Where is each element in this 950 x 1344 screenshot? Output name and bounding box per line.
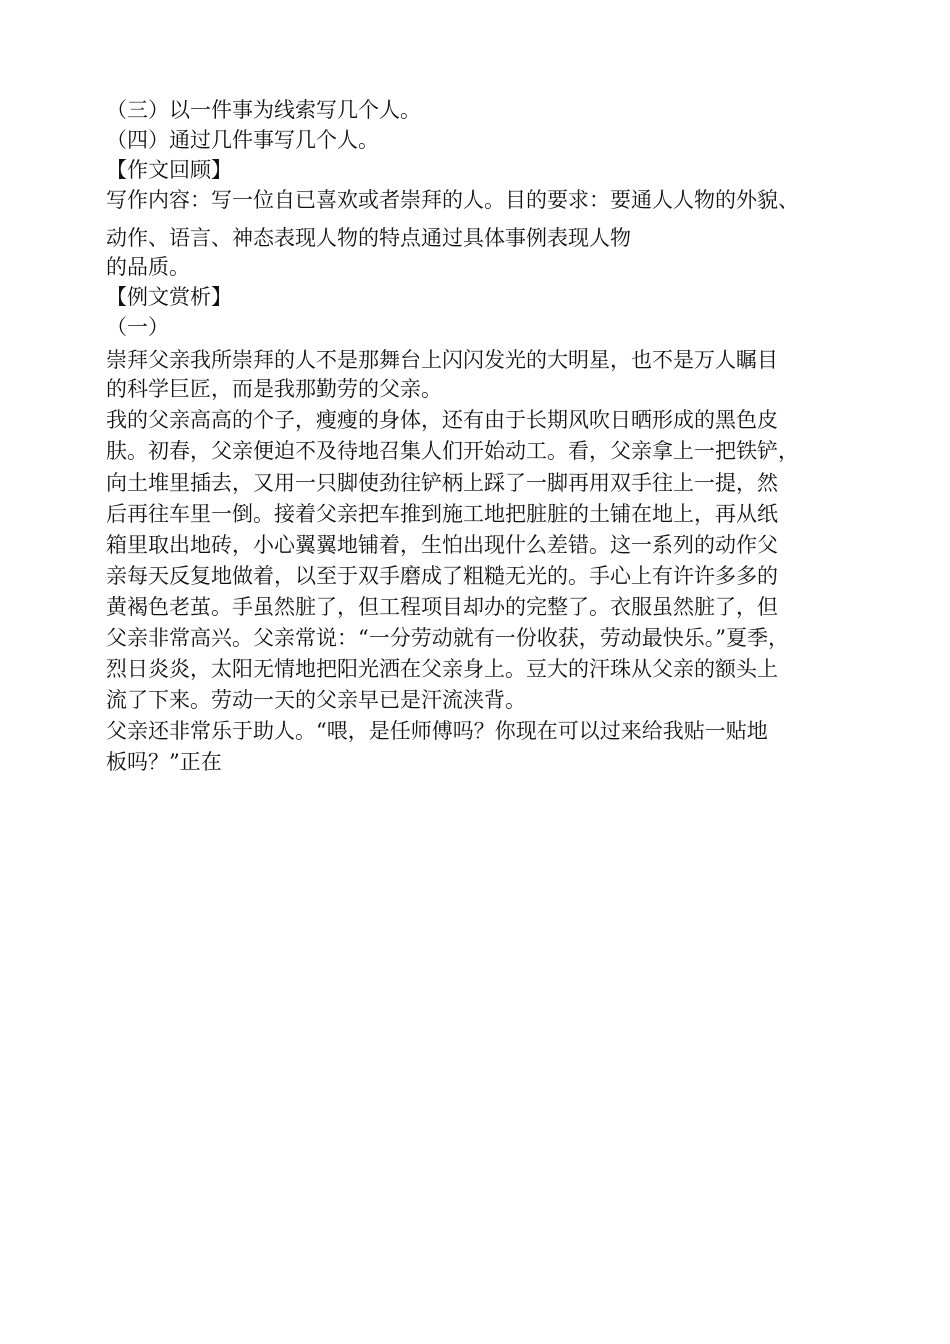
paragraph-line: 肤。初春，父亲便迫不及待地召集人们开始动工。看，父亲拿上一把铁铲，: [106, 439, 799, 463]
text-line-heading-four: （四）通过几件事写几个人。: [106, 128, 379, 152]
paragraph-line: 亲每天反复地做着，以至于双手磨成了粗糙无光的。手心上有许许多多的: [106, 564, 778, 588]
paragraph-line: 后再往车里一倒。接着父亲把车推到施工地把脏脏的土铺在地上，再从纸: [106, 502, 778, 526]
section-title-review: 【作文回顾】: [106, 158, 232, 182]
paragraph-line: 流了下来。劳动一天的父亲早已是汗流浃背。: [106, 688, 526, 712]
paragraph-line: 的科学巨匠，而是我那勤劳的父亲。: [106, 377, 442, 401]
section-title-example: 【例文赏析】: [106, 285, 232, 309]
paragraph-line: 父亲还非常乐于助人。“喂，是任师傅吗？你现在可以过来给我贴一贴地: [106, 719, 768, 743]
text-line-writing-content: 写作内容：写一位自已喜欢或者崇拜的人。目的要求：要通人人物的外貌、: [106, 188, 799, 212]
paragraph-line: 板吗？”正在: [106, 750, 222, 774]
paragraph-line: 烈日炎炎，太阳无情地把阳光洒在父亲身上。豆大的汗珠从父亲的额头上: [106, 657, 778, 681]
paragraph-line: 黄褐色老茧。手虽然脏了，但工程项目却办的完整了。衣服虽然脏了，但: [106, 595, 778, 619]
text-line-example-number: （一）: [106, 315, 169, 339]
paragraph-line: 向土堆里插去，又用一只脚使劲往铲柄上踩了一脚再用双手往上一提，然: [106, 471, 778, 495]
paragraph-line: 我的父亲高高的个子，瘦瘦的身体，还有由于长期风吹日晒形成的黑色皮: [106, 408, 778, 432]
paragraph-line: 崇拜父亲我所崇拜的人不是那舞台上闪闪发光的大明星，也不是万人瞩目: [106, 348, 778, 372]
paragraph-line: 父亲非常高兴。父亲常说：“一分劳动就有一份收获，劳动最快乐。”夏季，: [106, 626, 789, 650]
text-line-heading-three: （三）以一件事为线索写几个人。: [106, 98, 421, 122]
text-line-writing-content-2: 动作、语言、神态表现人物的特点通过具体事例表现人物: [106, 226, 631, 250]
paragraph-line: 箱里取出地砖，小心翼翼地铺着，生怕出现什么差错。这一系列的动作父: [106, 533, 778, 557]
text-line-writing-content-3: 的品质。: [106, 255, 190, 279]
